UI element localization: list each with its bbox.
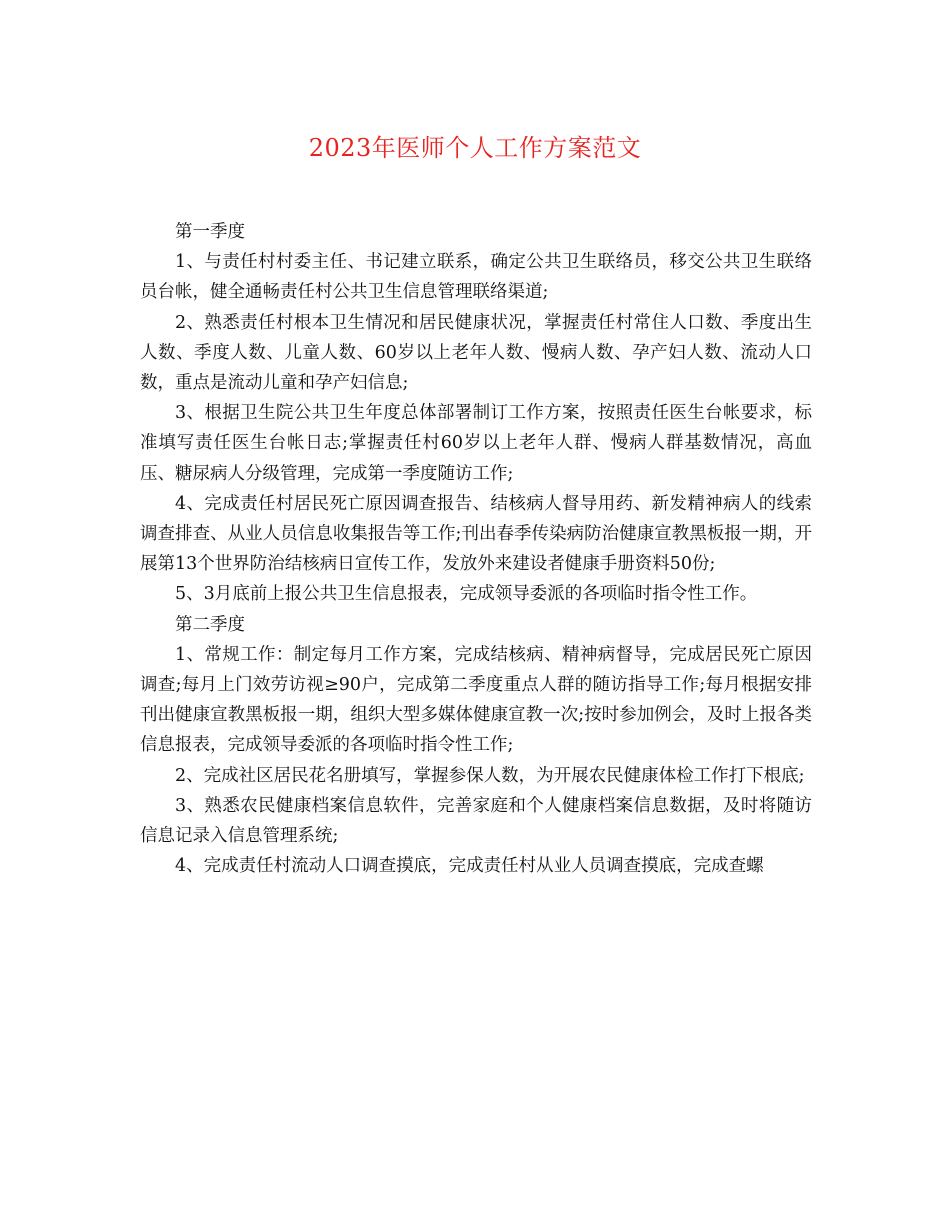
paragraph-q1-item-4: 4、完成责任村居民死亡原因调查报告、结核病人督导用药、新发精神病人的线索调查排查、从业人员信息收集报告等工作;刊出春季传染病防治健康宣教黑板报一期，开展第13个世界防治结核病日宣传工作，发放外来建设者健康手册资料50份; — [140, 493, 812, 575]
paragraph-q2-item-3: 3、熟悉农民健康档案信息软件，完善家庭和个人健康档案信息数据，及时将随访信息记录入信息管理系统; — [140, 795, 812, 847]
paragraph-q1-item-3: 3、根据卫生院公共卫生年度总体部署制订工作方案，按照责任医生台帐要求，标准填写责任医生台帐日志;掌握责任村60岁以上老年人群、慢病人群基数情况，高血压、糖尿病人分级管理，完成第一季度随访工作; — [140, 403, 812, 484]
paragraph-q2-item-4: 4、完成责任村流动人口调查摸底，完成责任村从业人员调查摸底，完成查螺 — [175, 856, 764, 877]
section-heading-q2: 第二季度 — [175, 614, 245, 635]
paragraph-q1-item-2: 2、熟悉责任村根本卫生情况和居民健康状况，掌握责任村常住人口数、季度出生人数、季度人数、儿童人数、60岁以上老年人数、慢病人数、孕产妇人数、流动人口数，重点是流动儿童和孕产妇信息; — [140, 312, 812, 394]
paragraph-q1-item-1: 1、与责任村村委主任、书记建立联系，确定公共卫生联络员，移交公共卫生联络员台帐，健全通畅责任村公共卫生信息管理联络渠道; — [140, 252, 812, 303]
paragraph-q2-item-2: 2、完成社区居民花名册填写，掌握参保人数，为开展农民健康体检工作打下根底; — [175, 765, 805, 786]
section-heading-q1: 第一季度 — [175, 222, 245, 242]
document-title: 2023年医师个人工作方案范文 — [308, 134, 642, 162]
paragraph-q2-item-1: 1、常规工作：制定每月工作方案，完成结核病、精神病督导，完成居民死亡原因调查;每月上门效劳访视≥90户，完成第二季度重点人群的随访指导工作;每月根据安排刊出健康宣教黑板报一期，组织大型多媒体健康宣教一次;按时参加例会，及时上报各类信息报表，完成领导委派的各项临时指令性工作; — [140, 644, 812, 756]
document-body — [140, 217, 812, 881]
paragraph-q1-item-5: 5、3月底前上报公共卫生信息报表，完成领导委派的各项临时指令性工作。 — [175, 584, 758, 605]
